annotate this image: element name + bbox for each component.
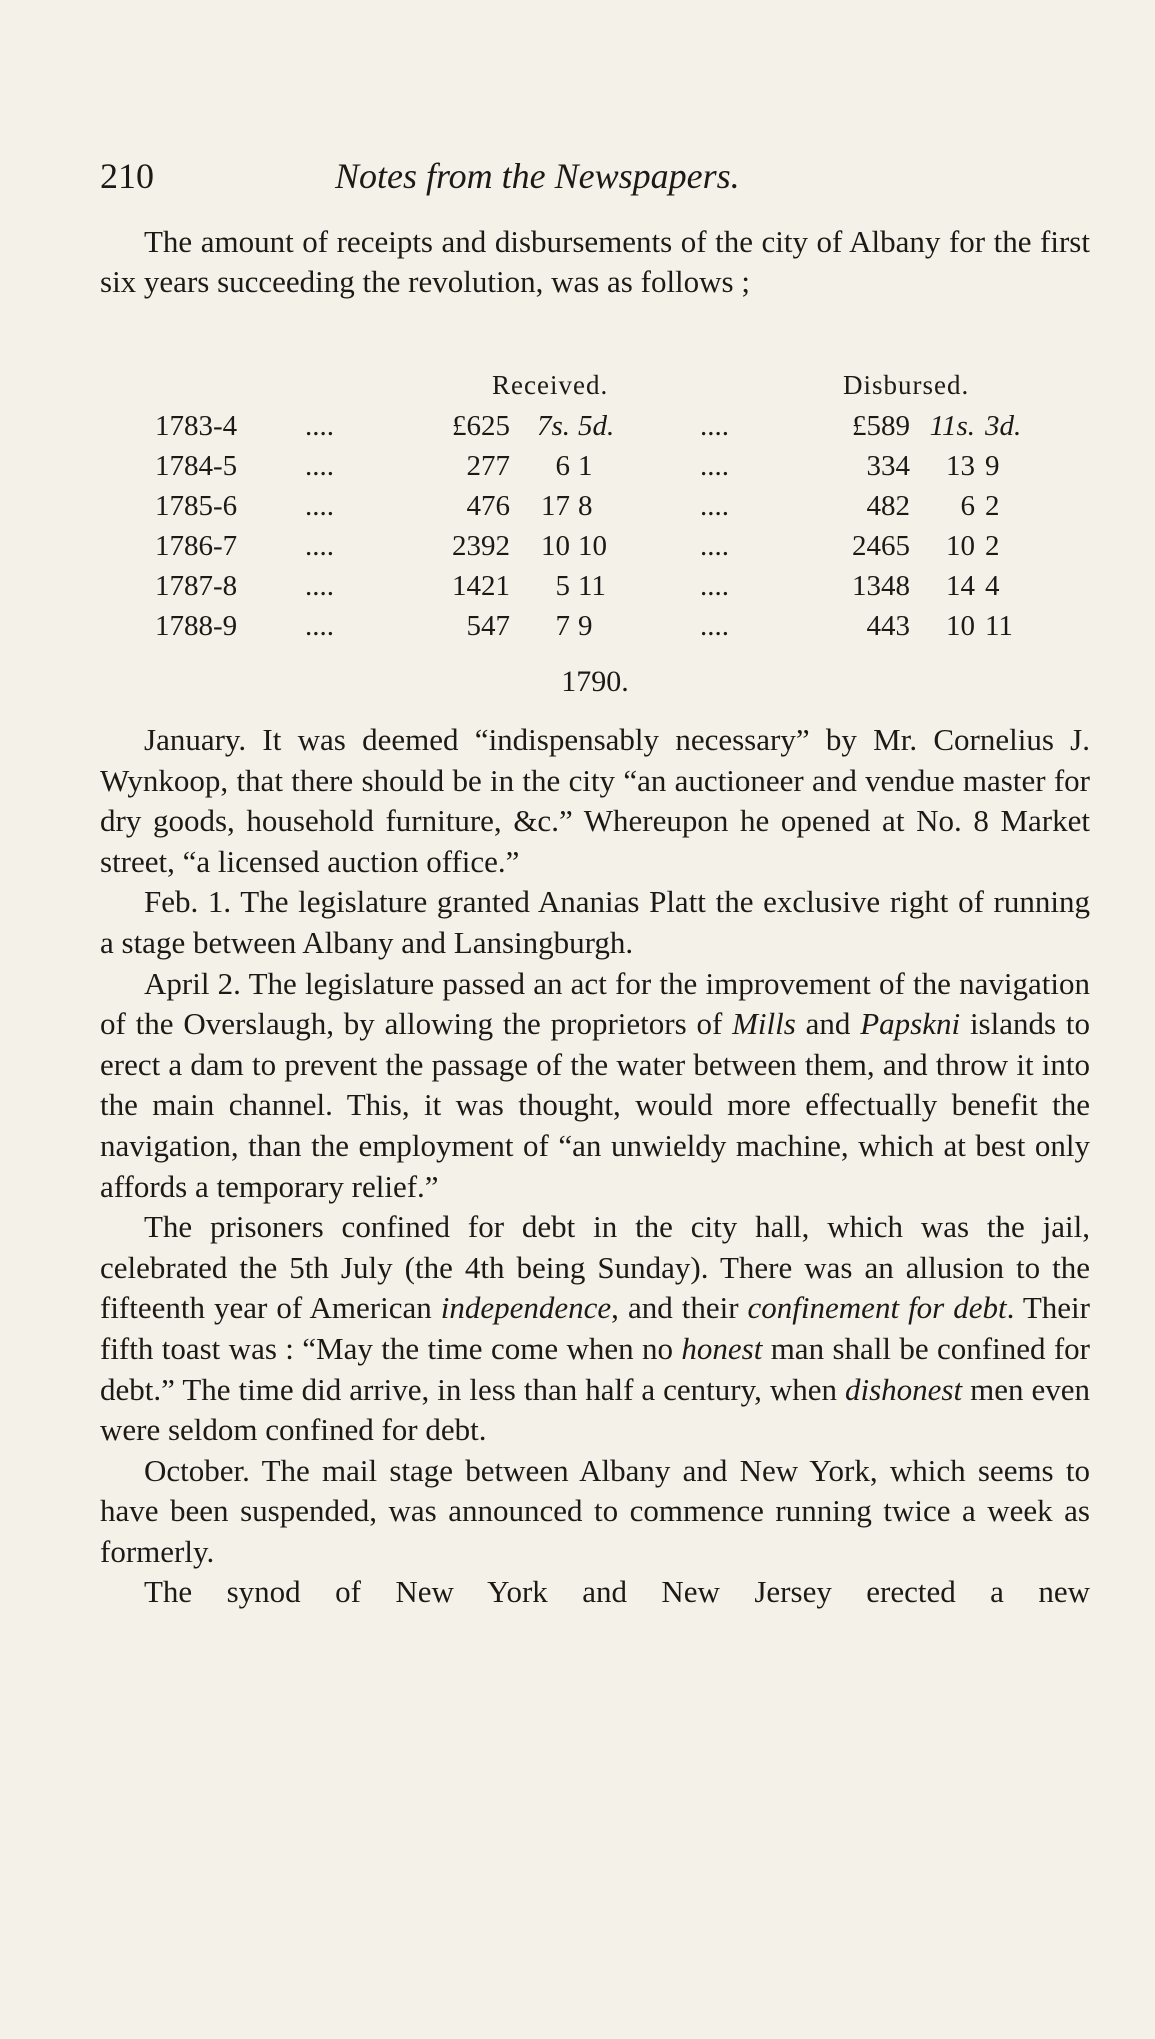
disbursed-shillings-cell: 14 [946,570,975,602]
disbursed-pence-cell: 9 [985,450,1000,482]
leader-cell: .... [305,410,334,442]
disbursed-pence-cell: 4 [985,570,1000,602]
year-cell: 1787-8 [155,570,238,602]
disbursed-pounds-cell: 482 [866,490,910,522]
table-row [100,570,1090,610]
italic-phrase: confinement for debt [747,1290,1007,1326]
received-pence-cell: 9 [578,610,593,642]
table-row [100,450,1090,490]
received-shillings-cell: 10 [541,530,570,562]
leader-cell: .... [700,410,729,442]
disbursed-shillings-cell: 13 [946,450,975,482]
year-cell: 1784-5 [155,450,238,482]
paragraph-synod: The synod of New York and New Jersey erected a new [144,1574,1090,1610]
year-heading: 1790. [561,665,629,698]
paragraph-prisoners: The prisoners confined for debt in the city hall, which was the jail, celebrated the 5th July (the 4th being Sunday). There was an allusion to the fifteenth year of American independence, and their confinement for debt. Their fifth toast was : “May the time come when no honest man shall be confined for debt.” The time did arrive, in less than half a century, when dishonest men even were seldom confined for debt. [100,1209,1091,1448]
leader-cell: .... [305,570,334,602]
page-number: 210 [100,156,154,196]
leader-cell: .... [700,450,729,482]
leader-cell: .... [700,610,729,642]
year-cell: 1788-9 [155,610,238,642]
disbursed-shillings-cell: 10 [946,610,975,642]
table-row [100,490,1090,530]
received-pounds-cell: 547 [466,610,510,642]
leader-cell: .... [700,490,729,522]
italic-phrase: Papskni [860,1006,961,1042]
received-shillings-cell: 17 [541,490,570,522]
disbursed-pounds-cell: 334 [866,450,910,482]
received-shillings-cell: 7s. [536,410,570,442]
disbursed-shillings-cell: 6 [960,490,975,522]
paragraph-feb-1: Feb. 1. The legislature granted Ananias Platt the exclusive right of running a stage between Albany and Lansingburgh. [100,884,1090,960]
received-pence-cell: 8 [578,490,593,522]
year-cell: 1785-6 [155,490,238,522]
leader-cell: .... [305,490,334,522]
leader-cell: .... [700,570,729,602]
disbursed-shillings-cell: 11s. [929,410,975,442]
disbursed-pence-cell: 11 [985,610,1013,642]
disbursed-pence-cell: 3d. [985,410,1022,442]
italic-phrase: Mills [732,1006,796,1042]
disbursed-pounds-cell: 2465 [852,530,910,562]
received-pounds-cell: 277 [466,450,510,482]
disbursed-pence-cell: 2 [985,530,1000,562]
body-text [100,720,1090,1613]
disbursed-pounds-cell: 443 [866,610,910,642]
leader-cell: .... [305,450,334,482]
italic-phrase: dishonest [844,1371,963,1407]
received-shillings-cell: 6 [555,450,570,482]
disbursed-pounds-cell: £589 [852,410,910,442]
received-pence-cell: 10 [578,530,607,562]
intro-paragraph: The amount of receipts and disbursements of the city of Albany for the first six years succeeding the revolution, was as follows ; [100,224,1090,299]
received-pence-cell: 11 [578,570,606,602]
received-pounds-cell: 476 [466,490,510,522]
received-pounds-cell: £625 [452,410,510,442]
paragraph-october: October. The mail stage between Albany and New York, which seems to have been suspended, was announced to commence running twice a week as formerly. [100,1452,1090,1569]
received-pounds-cell: 1421 [452,570,510,602]
table-row [100,610,1090,650]
disbursed-shillings-cell: 10 [946,530,975,562]
received-pence-cell: 5d. [578,410,615,442]
italic-phrase: independence [440,1290,612,1326]
paragraph-january: January. It was deemed “indispensably necessary” by Mr. Cornelius J. Wynkoop, that there should be in the city “an auctioneer and vendue master for dry goods, household furniture, &c.” Whereupon he opened at No. 8 Market street, “a licensed auction office.” [100,722,1090,879]
received-shillings-cell: 5 [555,570,570,602]
running-title: Notes from the Newspapers. [335,156,740,196]
table-row [100,410,1090,450]
leader-cell: .... [305,610,334,642]
year-cell: 1783-4 [155,410,238,442]
disbursed-column-header: Disbursed. [843,370,970,400]
received-pence-cell: 1 [578,450,593,482]
received-shillings-cell: 7 [555,610,570,642]
table-row [100,530,1090,570]
year-cell: 1786-7 [155,530,238,562]
disbursed-pence-cell: 2 [985,490,1000,522]
received-column-header: Received. [492,370,609,400]
leader-cell: .... [305,530,334,562]
italic-phrase: honest [681,1330,763,1366]
received-pounds-cell: 2392 [452,530,510,562]
leader-cell: .... [700,530,729,562]
page-header [100,155,1090,205]
disbursed-pounds-cell: 1348 [852,570,910,602]
paragraph-april-2: April 2. The legislature passed an act for the improvement of the navigation of the Overslaugh, by allowing the proprietors of Mills and Papskni islands to erect a dam to prevent the passage of the water between them, and throw it into the main channel. This, it was thought, would more effectually benefit the navigation, than the employment of “an unwieldy machine, which at best only affords a temporary relief.” [100,965,1090,1204]
